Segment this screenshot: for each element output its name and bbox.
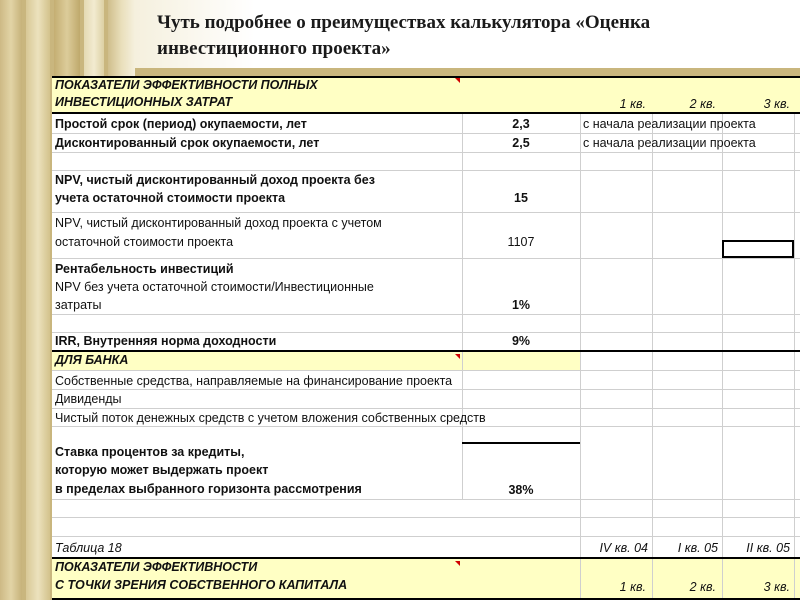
table18-period-2: I кв. 05 xyxy=(677,541,718,555)
irr-value[interactable]: 9% xyxy=(511,334,531,348)
bank-net-flow: Чистый поток денежных средств с учетом вложения собственных средств xyxy=(55,411,486,425)
section2-quarter-2: 2 кв. xyxy=(689,580,716,594)
table18-label: Таблица 18 xyxy=(55,541,122,555)
section1-quarter-3: 3 кв. xyxy=(763,97,790,111)
section2-quarter-3: 3 кв. xyxy=(763,580,790,594)
comment-marker xyxy=(455,354,460,359)
slide-title: Чуть подробнее о преимуществах калькулятора «Оценка инвестиционного проекта» xyxy=(157,12,651,59)
table18-period-3: II кв. 05 xyxy=(746,541,790,555)
irr-label: IRR, Внутренняя норма доходности xyxy=(55,334,277,348)
npv-residual-value[interactable]: 1107 xyxy=(507,235,535,249)
payback-discounted-note: с начала реализации проекта xyxy=(583,136,756,150)
bank-rate-value[interactable]: 38% xyxy=(508,483,534,497)
payback-discounted-label: Дисконтированный срок окупаемости, лет xyxy=(55,136,320,150)
comment-marker xyxy=(455,561,460,566)
bank-dividends: Дивиденды xyxy=(55,392,122,406)
header-fill-bank xyxy=(52,352,580,370)
table18-period-1: IV кв. 04 xyxy=(599,541,648,555)
npv-no-residual-label1: NPV, чистый дисконтированный доход проекта без xyxy=(55,173,375,187)
npv-no-residual-value[interactable]: 15 xyxy=(514,191,528,205)
comment-marker xyxy=(455,78,460,83)
section1-header-line1: ПОКАЗАТЕЛИ ЭФФЕКТИВНОСТИ ПОЛНЫХ xyxy=(55,78,318,92)
profitability-label2: NPV без учета остаточной стоимости/Инвестиционные xyxy=(55,280,374,294)
profitability-value[interactable]: 1% xyxy=(511,298,531,312)
bank-header: ДЛЯ БАНКА xyxy=(55,353,129,367)
bank-own-funds: Собственные средства, направляемые на финансирование проекта xyxy=(55,374,453,388)
payback-simple-label: Простой срок (период) окупаемости, лет xyxy=(55,117,307,131)
npv-residual-label1: NPV, чистый дисконтированный доход проекта с учетом xyxy=(55,216,382,230)
section1-header-line2: ИНВЕСТИЦИОННЫХ ЗАТРАТ xyxy=(55,95,233,109)
section2-header-line2: С ТОЧКИ ЗРЕНИЯ СОБСТВЕННОГО КАПИТАЛА xyxy=(55,578,348,592)
section1-quarter-1: 1 кв. xyxy=(619,97,646,111)
bank-rate-line2: которую может выдержать проект xyxy=(55,463,269,477)
bank-rate-line3: в пределах выбранного горизонта рассмотрения xyxy=(55,482,362,496)
bank-rate-line1: Ставка процентов за кредиты, xyxy=(55,445,245,459)
npv-residual-label2: остаточной стоимости проекта xyxy=(55,235,234,249)
section2-header-line1: ПОКАЗАТЕЛИ ЭФФЕКТИВНОСТИ xyxy=(55,560,258,574)
selected-cell[interactable] xyxy=(722,240,794,258)
payback-simple-note: с начала реализации проекта xyxy=(583,117,756,131)
npv-no-residual-label2: учета остаточной стоимости проекта xyxy=(55,191,286,205)
spreadsheet xyxy=(52,76,800,600)
payback-discounted-value[interactable]: 2,5 xyxy=(512,136,530,150)
title-area xyxy=(135,0,800,68)
section1-quarter-2: 2 кв. xyxy=(689,97,716,111)
payback-simple-value[interactable]: 2,3 xyxy=(512,117,530,131)
profitability-label3: затраты xyxy=(55,298,102,312)
profitability-label1: Рентабельность инвестиций xyxy=(55,262,234,276)
section2-quarter-1: 1 кв. xyxy=(619,580,646,594)
